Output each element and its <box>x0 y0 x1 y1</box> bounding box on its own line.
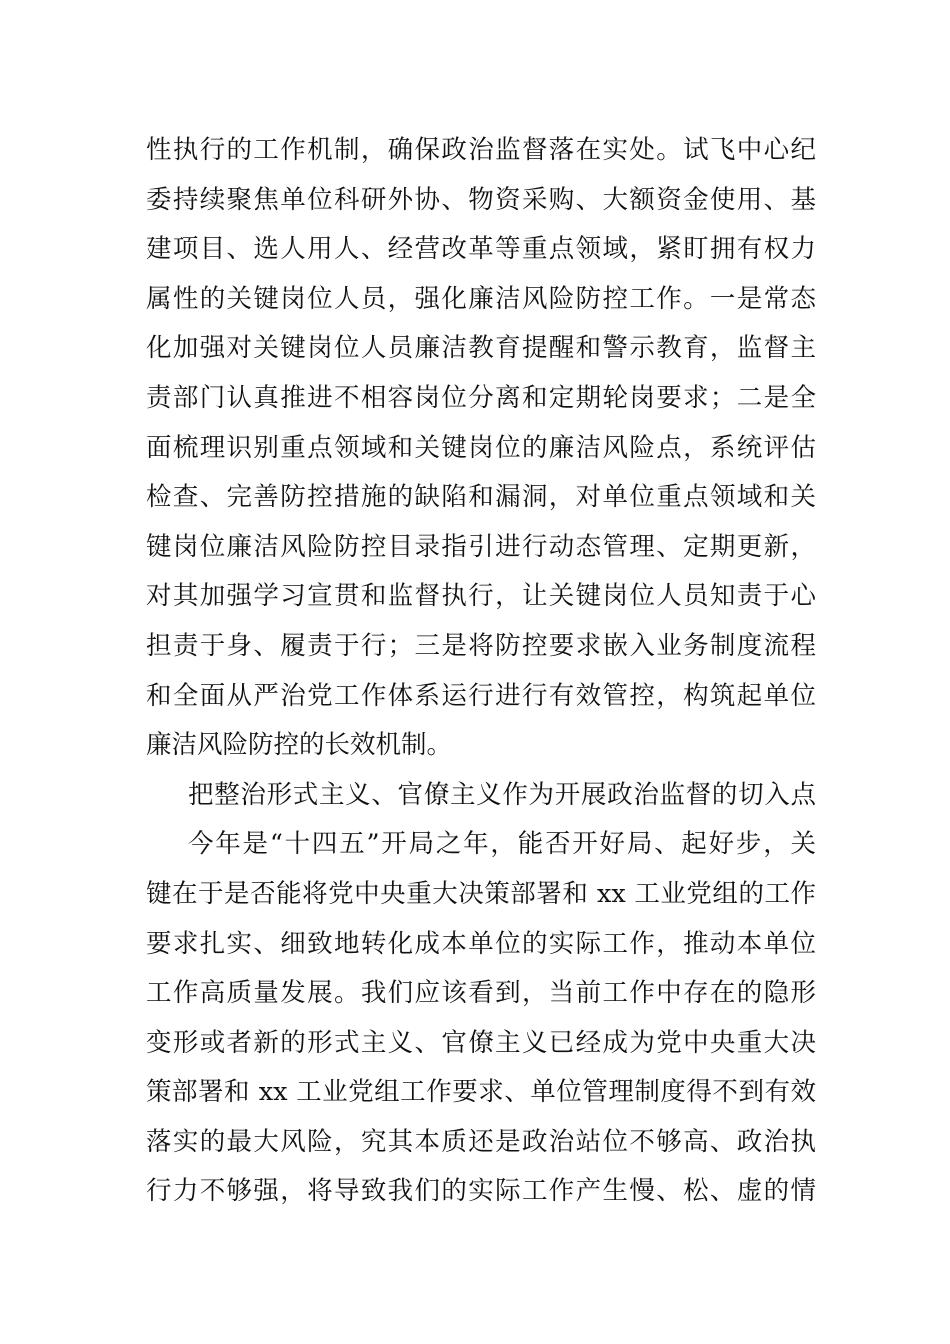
text-line: 要求扎实、细致地转化成本单位的实际工作，推动本单位 <box>146 928 816 959</box>
text-line: 委持续聚焦单位科研外协、物资采购、大额资金使用、基 <box>146 184 816 215</box>
text-line: 检查、完善防控措施的缺陷和漏洞，对单位重点领域和关 <box>146 482 816 513</box>
text-line: 化加强对关键岗位人员廉洁教育提醒和警示教育，监督主 <box>146 333 816 364</box>
text-line: 和全面从严治党工作体系运行进行有效管控，构筑起单位 <box>146 680 816 711</box>
text-line: 责部门认真推进不相容岗位分离和定期轮岗要求；二是全 <box>146 382 816 413</box>
text-line: 落实的最大风险，究其本质还是政治站位不够高、政治执 <box>146 1126 816 1157</box>
text-line: 键在于是否能将党中央重大决策部署和 xx 工业党组的工作 <box>146 878 816 909</box>
document-body <box>146 126 816 1217</box>
text-line: 建项目、选人用人、经营改革等重点领域，紧盯拥有权力 <box>146 234 816 265</box>
text-line: 对其加强学习宣贯和监督执行，让关键岗位人员知责于心 <box>146 581 816 612</box>
text-line: 工作高质量发展。我们应该看到，当前工作中存在的隐形 <box>146 978 816 1009</box>
text-line: 键岗位廉洁风险防控目录指引进行动态管理、定期更新， <box>146 531 816 562</box>
text-line: 面梳理识别重点领域和关键岗位的廉洁风险点，系统评估 <box>146 432 816 463</box>
text-line: 担责于身、履责于行；三是将防控要求嵌入业务制度流程 <box>146 630 816 661</box>
text-line: 变形或者新的形式主义、官僚主义已经成为党中央重大决 <box>146 1027 816 1058</box>
text-line: 行力不够强，将导致我们的实际工作产生慢、松、虚的情 <box>146 1176 816 1207</box>
text-line: 策部署和 xx 工业党组工作要求、单位管理制度得不到有效 <box>146 1077 816 1108</box>
text-line: 廉洁风险防控的长效机制。 <box>146 730 453 761</box>
text-line: 性执行的工作机制，确保政治监督落在实处。试飞中心纪 <box>146 135 816 165</box>
text-line: 属性的关键岗位人员，强化廉洁风险防控工作。一是常态 <box>146 283 816 314</box>
text-line: 今年是“十四五”开局之年，能否开好局、起好步，关 <box>188 829 816 860</box>
text-line: 把整治形式主义、官僚主义作为开展政治监督的切入点 <box>188 779 816 810</box>
